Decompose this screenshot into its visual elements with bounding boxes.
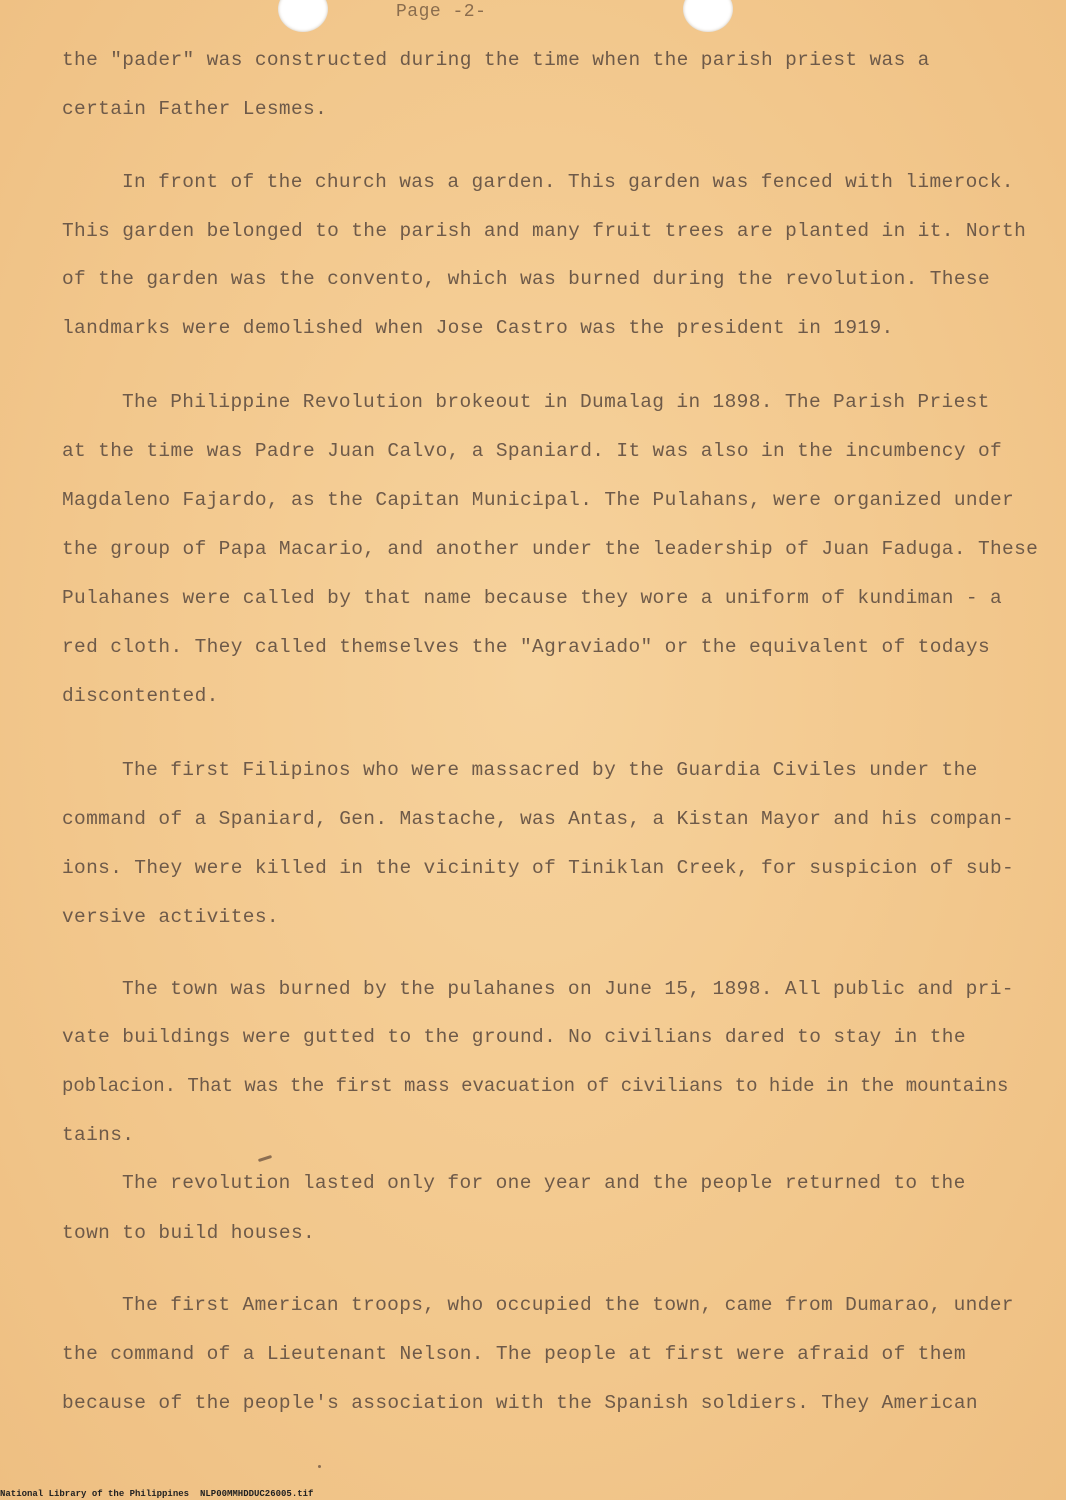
text-line: command of a Spaniard, Gen. Mastache, was Antas, a Kistan Mayor and his compan-: [62, 808, 1015, 830]
text-line: versive activites.: [62, 906, 279, 928]
text-line: of the garden was the convento, which was burned during the revolution. These: [62, 268, 990, 290]
ink-mark: [258, 1155, 272, 1162]
text-line: This garden belonged to the parish and many fruit trees are planted in it. North: [62, 220, 1027, 242]
text-line: because of the people's association with the Spanish soldiers. They American: [62, 1392, 978, 1414]
punch-hole-left: [278, 0, 328, 32]
text-line: discontented.: [62, 685, 219, 707]
text-line: Magdaleno Fajardo, as the Capitan Municipal. The Pulahans, were organized under: [62, 489, 1015, 511]
text-line: at the time was Padre Juan Calvo, a Spaniard. It was also in the incumbency of: [62, 440, 1003, 462]
text-line: the group of Papa Macario, and another under the leadership of Juan Faduga. These: [62, 538, 1039, 560]
text-line: The town was burned by the pulahanes on June 15, 1898. All public and pri-: [122, 978, 1014, 1000]
text-line: certain Father Lesmes.: [62, 98, 328, 120]
text-line: Pulahanes were called by that name because they wore a uniform of kundiman - a: [62, 587, 1003, 609]
text-line: The first American troops, who occupied the town, came from Dumarao, under: [122, 1294, 1014, 1316]
text-line: poblacion. That was the first mass evacuation of civilians to hide in the mountains: [62, 1075, 1009, 1097]
text-line: town to build houses.: [62, 1222, 316, 1244]
text-line: the command of a Lieutenant Nelson. The people at first were afraid of them: [62, 1343, 966, 1365]
text-line: The Philippine Revolution brokeout in Dumalag in 1898. The Parish Priest: [122, 391, 990, 413]
footer-file-id: NLP00MMHDDUC26005.tif: [200, 1489, 314, 1499]
text-line: tains.: [62, 1124, 135, 1146]
footer-institution: National Library of the Philippines: [0, 1489, 190, 1499]
text-line: In front of the church was a garden. This garden was fenced with limerock.: [122, 171, 1014, 193]
page-number: Page -2-: [396, 2, 487, 22]
text-line: red cloth. They called themselves the "Agraviado" or the equivalent of todays: [62, 636, 990, 658]
text-line: The revolution lasted only for one year and the people returned to the: [122, 1172, 966, 1194]
paper-speck: [318, 1465, 321, 1468]
text-line: ions. They were killed in the vicinity of Tiniklan Creek, for suspicion of sub-: [62, 857, 1015, 879]
text-line: vate buildings were gutted to the ground. No civilians dared to stay in the: [62, 1026, 966, 1048]
text-line: The first Filipinos who were massacred by the Guardia Civiles under the: [122, 759, 978, 781]
text-line: landmarks were demolished when Jose Castro was the president in 1919.: [62, 317, 894, 339]
punch-hole-right: [683, 0, 733, 32]
text-line: the "pader" was constructed during the time when the parish priest was a: [62, 49, 930, 71]
